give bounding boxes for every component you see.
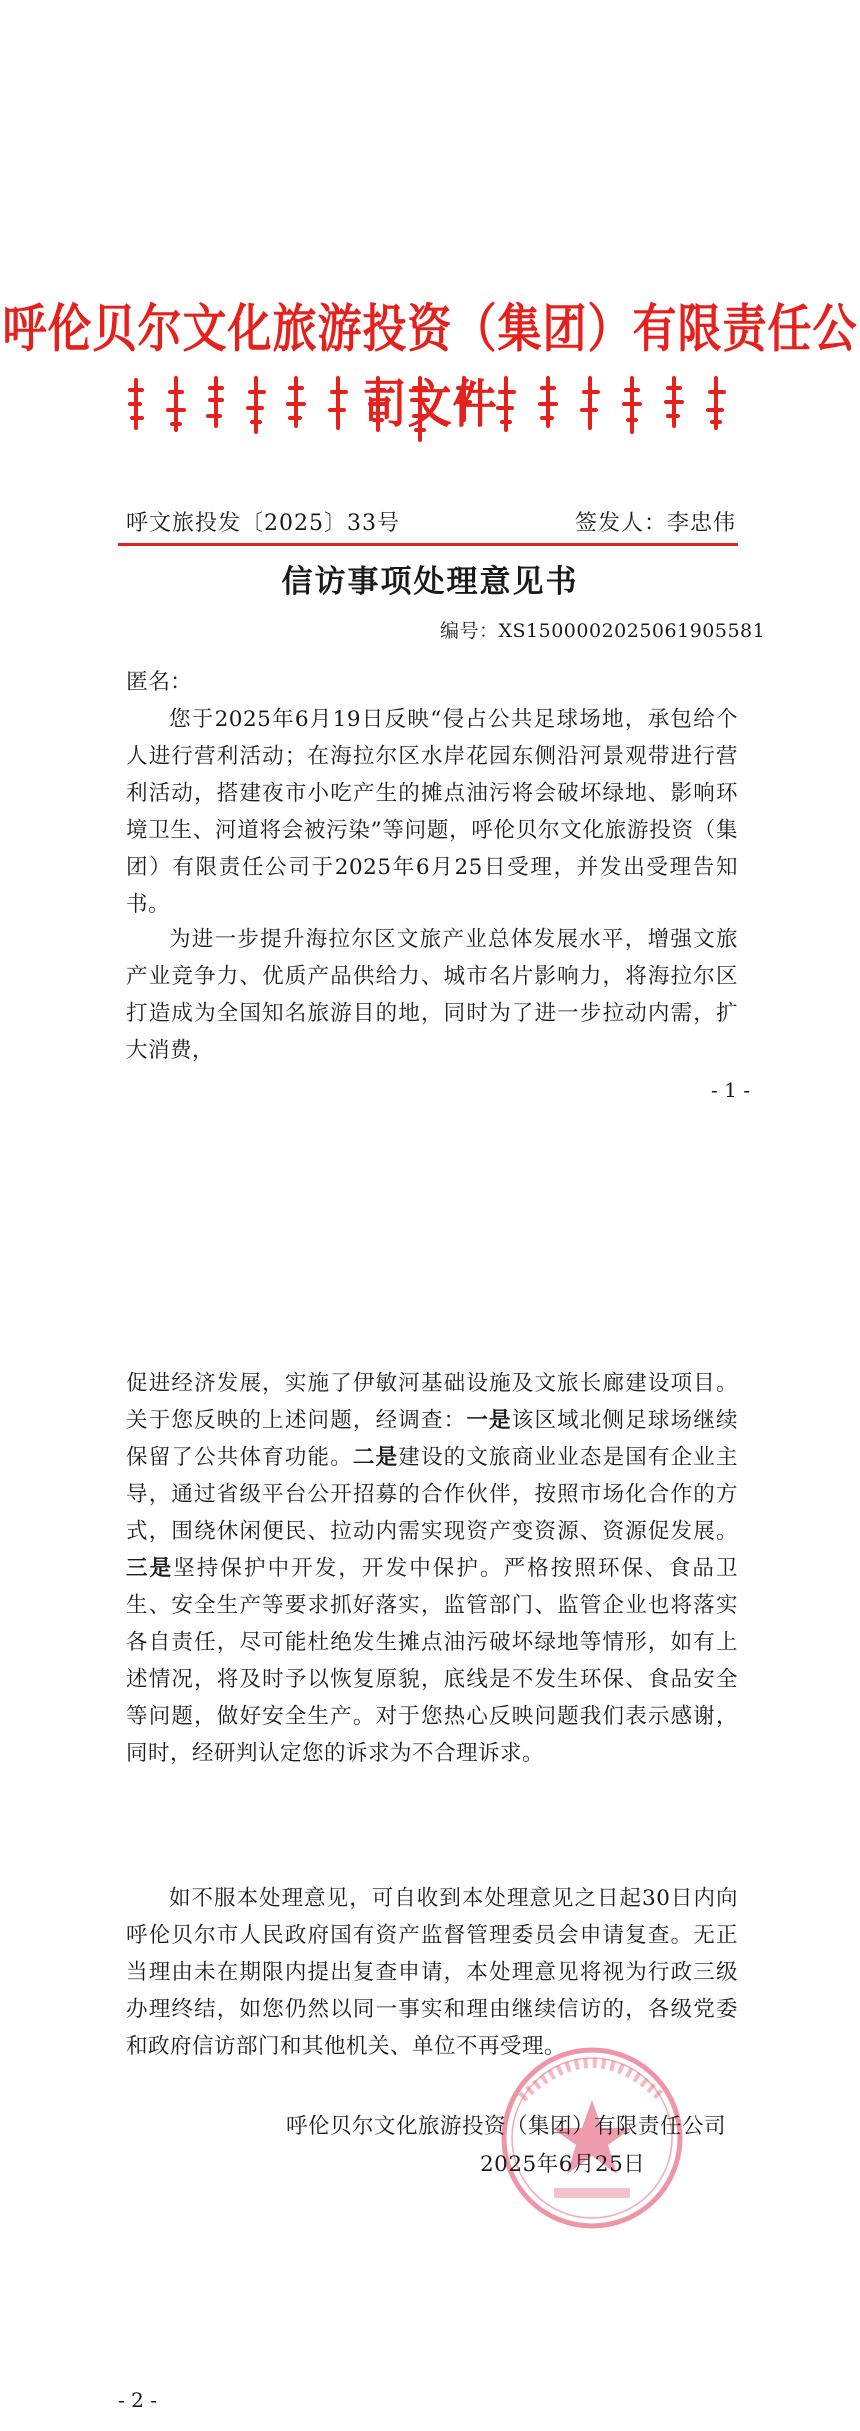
page-number-1: - 1 -: [711, 1078, 750, 1102]
salutation: 匿名：: [126, 670, 193, 695]
page-number-2: - 2 -: [118, 2388, 157, 2412]
point-two-text: 建设的文旅商业业态是国有企业主导，通过省级平台公开招募的合作伙伴，按照市场化合作的方式，围绕休闲便民、拉动内需实现资产变资源、资源促发展。: [126, 1445, 738, 1544]
document-number: 呼文旅投发〔2025〕33号: [126, 511, 400, 536]
paragraph-appeal: 如不服本处理意见，可自收到本处理意见之日起30日内向呼伦贝尔市人民政府国有资产监督管理委员会申请复查。无正当理由未在期限内提出复查申请，本处理意见将视为行政三级办理终结，如您仍然以同一事实和理由继续信访的，各级党委和政府信访部门和其他机关、单位不再受理。: [126, 1886, 738, 2059]
point-three-text: 坚持保护中开发，开发中保护。严格按照环保、食品卫生、安全生产等要求抓好落实，监管部门、监管企业也将落实各自责任，尽可能杜绝发生摊点油污破坏绿地等情形，如有上述情况，将及时予以恢复原貌，底线是不发生环保、食品安全等问题，做好安全生产。对于您热心反映问题我们表示感谢，同时，经研判认定您的诉求为不合理诉求。: [126, 1556, 738, 1766]
document-title: 信访事项处理意见书: [281, 564, 579, 600]
paragraph-complaint: 您于2025年6月19日反映“侵占公共足球场地，承包给个人进行营利活动；在海拉尔区水岸花园东侧沿河景观带进行营利活动，搭建夜市小吃产生的摊点油污将会破坏绿地、影响环境卫生、河道将会被污染”等问题，呼伦贝尔文化旅游投资（集团）有限责任公司于2025年6月25日受理，并发出受理告知书。: [126, 707, 738, 917]
page-1: [0, 0, 860, 1200]
investigation-intro: 促进经济发展，实施了伊敏河基础设施及文旅长廊建设项目。关于您反映的上述问题，经调查：: [126, 1371, 738, 1433]
issuer: 签发人：李忠伟: [575, 511, 737, 536]
page-2: [0, 1200, 860, 2431]
paragraph-investigation: [126, 1365, 738, 1772]
point-one-text: 该区域北侧足球场继续保留了公共体育功能。: [126, 1408, 738, 1470]
point-one-label: 一是: [466, 1408, 512, 1433]
signature-date: 2025年6月25日: [480, 2152, 646, 2177]
mongolian-script-line: [128, 370, 738, 450]
red-divider: [118, 543, 738, 546]
paragraph-background: 为进一步提升海拉尔区文旅产业总体发展水平，增强文旅产业竞争力、优质产品供给力、城市名片影响力，将海拉尔区打造成为全国知名旅游目的地，同时为了进一步拉动内需，扩大消费，: [126, 927, 738, 1063]
point-two-label: 二是: [352, 1445, 399, 1470]
serial-number: 编号：XS1500002025061905581: [440, 620, 766, 642]
org-title: 呼伦贝尔文化旅游投资（集团）有限责任公司文件: [2, 299, 858, 436]
signature-company: 呼伦贝尔文化旅游投资（集团）有限责任公司: [286, 2114, 727, 2139]
point-three-label: 三是: [126, 1556, 174, 1581]
